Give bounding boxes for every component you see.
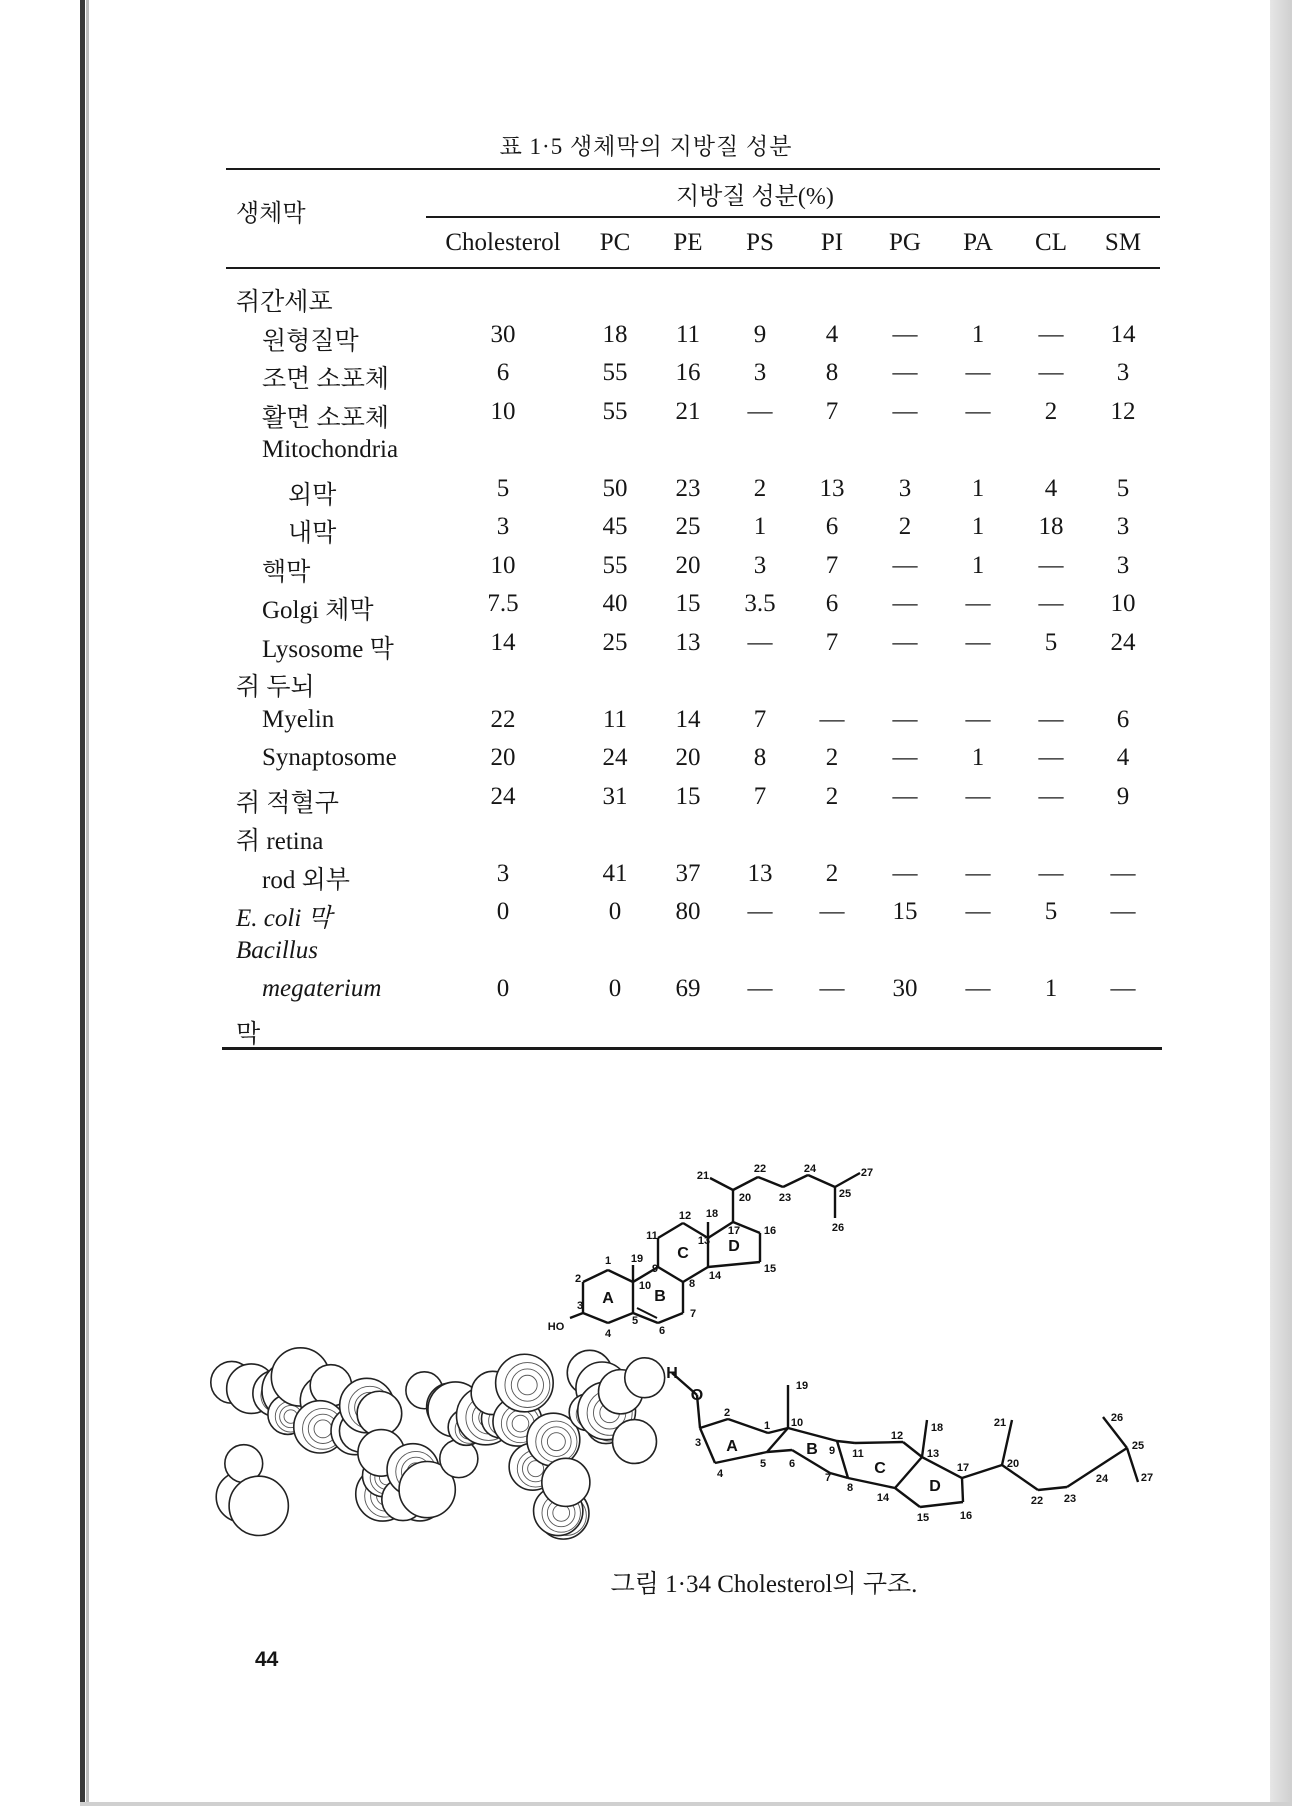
table-cell: 10 — [1110, 590, 1136, 617]
column-header: Cholesterol — [445, 229, 561, 256]
atom-label: 10 — [790, 1417, 804, 1429]
table-cell: 5 — [1116, 474, 1130, 502]
table-cell: 31 — [602, 782, 628, 810]
bond — [570, 1313, 583, 1318]
table-cell: 12 — [1110, 397, 1136, 425]
table-cell: 37 — [675, 859, 701, 887]
table-cell: 23 — [675, 474, 701, 502]
atom-label: 16 — [959, 1510, 973, 1522]
table-cell: 7 — [825, 397, 839, 425]
group-header: 지방질 성분(%) — [676, 184, 834, 210]
bond — [733, 1177, 758, 1190]
atom-label: 18 — [930, 1422, 944, 1434]
atom-label: 2 — [574, 1273, 582, 1285]
table-cell: 9 — [1116, 782, 1130, 810]
table-cell: — — [747, 898, 773, 925]
row-label: 쥐 적혈구 — [236, 789, 339, 817]
table-cell: — — [965, 898, 991, 925]
bond — [700, 1428, 715, 1463]
table-cell: 30 — [892, 975, 918, 1002]
atom-label: 26 — [831, 1222, 845, 1234]
atom-label: B — [654, 1288, 666, 1305]
atom-label: 17 — [727, 1225, 741, 1237]
atom-sphere — [440, 1440, 478, 1478]
skeletal-formula-perspective — [666, 1365, 1153, 1524]
atom-sphere — [542, 1458, 590, 1506]
atom-label: 4 — [604, 1328, 612, 1340]
table-cell: — — [747, 397, 773, 425]
row-label: Golgi 체막 — [262, 597, 374, 624]
table-cell: — — [819, 975, 845, 1002]
table-cell: — — [1038, 359, 1064, 386]
table-cell: 10 — [490, 397, 516, 425]
atom-label: 14 — [708, 1270, 722, 1282]
atom-label: 22 — [753, 1163, 767, 1175]
table-cell: 8 — [825, 359, 839, 386]
atom-label: O — [690, 1387, 704, 1404]
atom-label: 7 — [824, 1472, 832, 1484]
row-label: 내막 — [288, 520, 337, 547]
bond — [658, 1313, 683, 1323]
row-label: 원형질막 — [262, 327, 359, 355]
atom-label: 25 — [1131, 1440, 1145, 1452]
bond — [895, 1457, 922, 1488]
table-cell: 2 — [825, 744, 839, 771]
header-bottom-rule — [226, 267, 1160, 269]
table-cell: 5 — [1044, 628, 1058, 656]
atom-label: 12 — [678, 1210, 692, 1222]
table-cell: 14 — [490, 628, 516, 656]
table-cell: 0 — [608, 975, 622, 1002]
column-header: CL — [1035, 229, 1067, 256]
bond — [758, 1177, 783, 1187]
atom-sphere — [625, 1358, 665, 1398]
atom-label: 15 — [763, 1263, 777, 1275]
table-cell: — — [892, 397, 918, 425]
table-cell: — — [965, 590, 991, 617]
column-header: SM — [1104, 229, 1142, 256]
table-cell: — — [892, 782, 918, 810]
atom-label: 26 — [1110, 1412, 1124, 1424]
atom-label: 6 — [788, 1458, 796, 1470]
table-cell: 7 — [753, 705, 767, 733]
table-cell: — — [1038, 705, 1064, 733]
group-header-rule — [426, 216, 1160, 218]
table-cell: 1 — [971, 513, 985, 540]
table-cell: 20 — [490, 744, 516, 771]
bond — [658, 1267, 683, 1282]
bond — [1127, 1448, 1138, 1482]
bond — [895, 1488, 920, 1507]
table-cell: — — [892, 590, 918, 617]
table-cell: 3.5 — [744, 590, 776, 617]
atom-label: 19 — [795, 1380, 809, 1392]
column-header: PS — [746, 229, 774, 256]
table-title: 표 1·5 생체막의 지방질 성분 — [499, 134, 793, 159]
atom-label: C — [874, 1460, 886, 1477]
table-cell: 2 — [1044, 397, 1058, 425]
table-cell: 4 — [1116, 744, 1130, 771]
table-cell: 0 — [496, 898, 510, 925]
table-cell: 1 — [971, 474, 985, 502]
table-cell: 24 — [490, 782, 516, 810]
table-cell: 7.5 — [487, 590, 519, 617]
table-cell: 24 — [1110, 628, 1136, 656]
row-label: Lysosome 막 — [262, 635, 394, 663]
atom-label: 19 — [630, 1253, 644, 1265]
table-cell: — — [1038, 782, 1064, 810]
table-cell: — — [1110, 859, 1136, 887]
cholesterol-structure-figure — [0, 1100, 1292, 1550]
atom-label: 12 — [890, 1430, 904, 1442]
table-cell: 24 — [602, 744, 628, 771]
atom-label: 22 — [1030, 1495, 1044, 1507]
column-header: PA — [963, 229, 993, 256]
page-bottom-edge — [80, 1802, 1292, 1806]
bond — [710, 1178, 733, 1190]
row-label: rod 외부 — [262, 866, 350, 894]
bond — [767, 1450, 792, 1452]
row-label: 외막 — [288, 481, 337, 509]
bond — [903, 1442, 922, 1457]
table-cell: 5 — [496, 474, 510, 502]
atom-sphere — [229, 1476, 288, 1535]
table-cell: 11 — [602, 705, 628, 733]
table-cell: 3 — [1116, 551, 1130, 579]
table-cell: 45 — [602, 513, 628, 540]
row-label: 조면 소포체 — [262, 366, 390, 393]
table-cell: 2 — [825, 859, 839, 887]
row-label: Bacillus — [236, 936, 318, 964]
atom-label: 1 — [604, 1255, 612, 1267]
atom-label: 8 — [688, 1278, 696, 1290]
atom-label: 20 — [738, 1192, 752, 1204]
row-label: Synaptosome — [262, 744, 397, 771]
bond — [783, 1175, 808, 1187]
table-cell: 20 — [675, 551, 701, 579]
table-cell: 1 — [971, 320, 985, 348]
table-cell: 30 — [490, 320, 516, 348]
atom-label: 13 — [697, 1235, 711, 1247]
table-cell: — — [965, 397, 991, 425]
table-cell: 6 — [825, 513, 839, 540]
row-label: 쥐간세포 — [236, 289, 333, 316]
atom-label: 27 — [1140, 1472, 1154, 1484]
bond — [835, 1173, 860, 1187]
atom-label: 23 — [778, 1192, 792, 1204]
row-header: 생체막 — [236, 201, 306, 227]
table-cell: — — [965, 859, 991, 887]
bond — [920, 1502, 963, 1507]
row-label: 핵막 — [262, 558, 311, 586]
table-cell: — — [892, 705, 918, 733]
table-cell: — — [965, 359, 991, 386]
bond — [583, 1270, 608, 1282]
table-cell: 20 — [675, 744, 701, 771]
figure-caption: 그림 1·34 Cholesterol의 구조. — [610, 1571, 918, 1598]
atom-label: 15 — [916, 1512, 930, 1524]
atom-label: 20 — [1006, 1458, 1020, 1470]
table-cell: 55 — [602, 359, 628, 386]
space-filling-model — [211, 1348, 665, 1539]
table-cell: — — [892, 320, 918, 348]
table-cell: — — [965, 975, 991, 1002]
page-number: 44 — [255, 1648, 279, 1671]
table-cell: 25 — [675, 513, 701, 540]
bond — [830, 1473, 848, 1478]
table-cell: — — [819, 705, 845, 733]
table-cell: 15 — [892, 898, 918, 925]
bond — [658, 1223, 683, 1238]
table-cell: 50 — [602, 474, 628, 502]
table-cell: 22 — [490, 705, 516, 733]
bond — [962, 1478, 963, 1502]
table-cell: 15 — [675, 782, 701, 810]
atom-label: 14 — [876, 1492, 890, 1504]
table-cell: — — [1038, 859, 1064, 887]
table-cell: — — [965, 705, 991, 733]
table-cell: 11 — [675, 320, 701, 348]
bond — [1038, 1487, 1067, 1490]
atom-label: 9 — [651, 1263, 659, 1275]
table-cell: 9 — [753, 320, 767, 348]
column-header: PI — [820, 229, 844, 256]
table-cell: 7 — [753, 782, 767, 810]
table-cell: 41 — [602, 859, 628, 887]
table-cell: — — [1038, 320, 1064, 348]
table-cell: 14 — [1110, 320, 1136, 348]
skeletal-formula-top — [548, 1163, 873, 1340]
atom-label: 21 — [696, 1170, 710, 1182]
atom-label: 24 — [803, 1163, 817, 1175]
table-cell: — — [892, 859, 918, 887]
table-cell: — — [892, 744, 918, 771]
row-label: 활면 소포체 — [262, 404, 390, 432]
bond — [837, 1441, 848, 1478]
atom-label: 25 — [838, 1188, 852, 1200]
table-cell: 6 — [496, 359, 510, 386]
row-label: megaterium — [262, 975, 382, 1002]
atom-label: 16 — [763, 1225, 777, 1237]
atom-label: HO — [547, 1321, 565, 1333]
atom-sphere — [613, 1420, 657, 1464]
table-cell: 3 — [753, 551, 767, 579]
table-cell: 5 — [1044, 898, 1058, 925]
table-cell: 4 — [1044, 474, 1058, 502]
table-cell: 3 — [1116, 359, 1130, 386]
table-cell: 10 — [490, 551, 516, 579]
table-cell: 40 — [602, 590, 628, 617]
table-cell: 55 — [602, 551, 628, 579]
table-cell: 15 — [675, 590, 701, 617]
table-cell: 0 — [608, 898, 622, 925]
row-label: Mitochondria — [262, 436, 399, 463]
atom-label: 21 — [993, 1417, 1007, 1429]
bond — [837, 1441, 855, 1443]
atom-label: 5 — [631, 1315, 639, 1327]
atom-label: 11 — [646, 1230, 658, 1242]
column-header: PC — [599, 229, 631, 256]
bond — [708, 1262, 760, 1267]
table-cell: 2 — [898, 513, 912, 540]
table-cell: 13 — [675, 628, 701, 656]
column-header: PG — [889, 229, 921, 256]
bond — [848, 1478, 895, 1488]
atom-label: 7 — [689, 1308, 697, 1320]
atom-label: 18 — [705, 1208, 719, 1220]
column-header: PE — [673, 229, 703, 256]
atom-label: D — [929, 1478, 941, 1495]
table-cell: 13 — [819, 474, 845, 502]
table-cell: — — [1038, 590, 1064, 617]
row-label: 쥐 retina — [236, 828, 324, 855]
atom-label: 6 — [658, 1325, 666, 1337]
atom-label: 11 — [852, 1448, 864, 1460]
bond — [788, 1428, 837, 1441]
table-cell: 21 — [675, 397, 701, 425]
table-cell: 7 — [825, 628, 839, 656]
atom-label: A — [726, 1438, 738, 1455]
table-bottom-rule — [222, 1047, 1162, 1050]
table-cell: 80 — [675, 898, 701, 925]
atom-label: 27 — [860, 1167, 874, 1179]
table-cell: 2 — [753, 474, 767, 502]
atom-label: 4 — [716, 1468, 724, 1480]
table-cell: 1 — [1044, 975, 1058, 1002]
atom-label: 13 — [926, 1448, 940, 1460]
table-cell: — — [819, 898, 845, 925]
atom-label: 24 — [1095, 1473, 1109, 1485]
table-cell: — — [1110, 898, 1136, 925]
table-cell: 3 — [1116, 513, 1130, 540]
atom-label: 17 — [956, 1462, 970, 1474]
table-cell: — — [965, 628, 991, 656]
bond — [608, 1313, 633, 1323]
table-cell: 16 — [675, 359, 701, 386]
table-cell: — — [1110, 975, 1136, 1002]
table-cell: 8 — [753, 744, 767, 771]
table-cell: — — [1038, 744, 1064, 771]
table-cell: 18 — [602, 320, 628, 348]
table-cell: — — [747, 975, 773, 1002]
table-cell: 0 — [496, 975, 510, 1002]
bond — [808, 1175, 835, 1187]
table-cell: 4 — [825, 320, 839, 348]
table-cell: 3 — [496, 859, 510, 887]
table-cell: 3 — [496, 513, 510, 540]
row-label: E. coli 막 — [236, 905, 332, 932]
atom-label: 10 — [638, 1280, 652, 1292]
atom-label: A — [602, 1290, 614, 1307]
table-cell: — — [747, 628, 773, 656]
bond — [855, 1442, 903, 1443]
table-cell: 25 — [602, 628, 628, 656]
table-cell: — — [965, 782, 991, 810]
table-cell: — — [892, 628, 918, 656]
table-top-rule — [226, 168, 1160, 170]
atom-label: 2 — [723, 1407, 731, 1419]
table-cell: 6 — [1116, 705, 1130, 733]
table-cell: 2 — [825, 782, 839, 810]
atom-label: B — [806, 1441, 818, 1458]
table-cell: 18 — [1038, 513, 1064, 540]
table-cell: 14 — [675, 705, 701, 733]
bond — [583, 1313, 608, 1323]
table-cell: 1 — [971, 744, 985, 771]
row-label: 막 — [236, 1020, 261, 1048]
atom-label: 23 — [1063, 1493, 1077, 1505]
atom-label: H — [666, 1365, 678, 1382]
row-label: 쥐 두뇌 — [236, 674, 315, 701]
table-cell: — — [892, 551, 918, 579]
table-cell: 3 — [753, 359, 767, 386]
bond — [700, 1419, 728, 1428]
atom-label: 3 — [576, 1300, 584, 1312]
atom-label: 9 — [828, 1445, 836, 1457]
table-cell: 6 — [825, 590, 839, 617]
atom-label: 5 — [759, 1458, 767, 1470]
atom-label: 3 — [694, 1437, 702, 1449]
row-label: Myelin — [262, 705, 335, 733]
bond — [608, 1270, 633, 1282]
atom-label: D — [728, 1238, 740, 1255]
bond — [728, 1419, 771, 1433]
table-cell: — — [892, 359, 918, 386]
atom-label: C — [677, 1245, 689, 1262]
table-cell: 1 — [971, 551, 985, 579]
bond — [683, 1267, 708, 1282]
atom-label: 8 — [846, 1482, 854, 1494]
table-cell: 7 — [825, 551, 839, 579]
table-cell: 1 — [753, 513, 767, 540]
table-cell: 13 — [747, 859, 773, 887]
table-cell: 3 — [898, 474, 912, 502]
table-cell: 55 — [602, 397, 628, 425]
atom-label: 1 — [763, 1420, 771, 1432]
table-cell: — — [1038, 551, 1064, 579]
table-cell: 69 — [675, 975, 701, 1002]
